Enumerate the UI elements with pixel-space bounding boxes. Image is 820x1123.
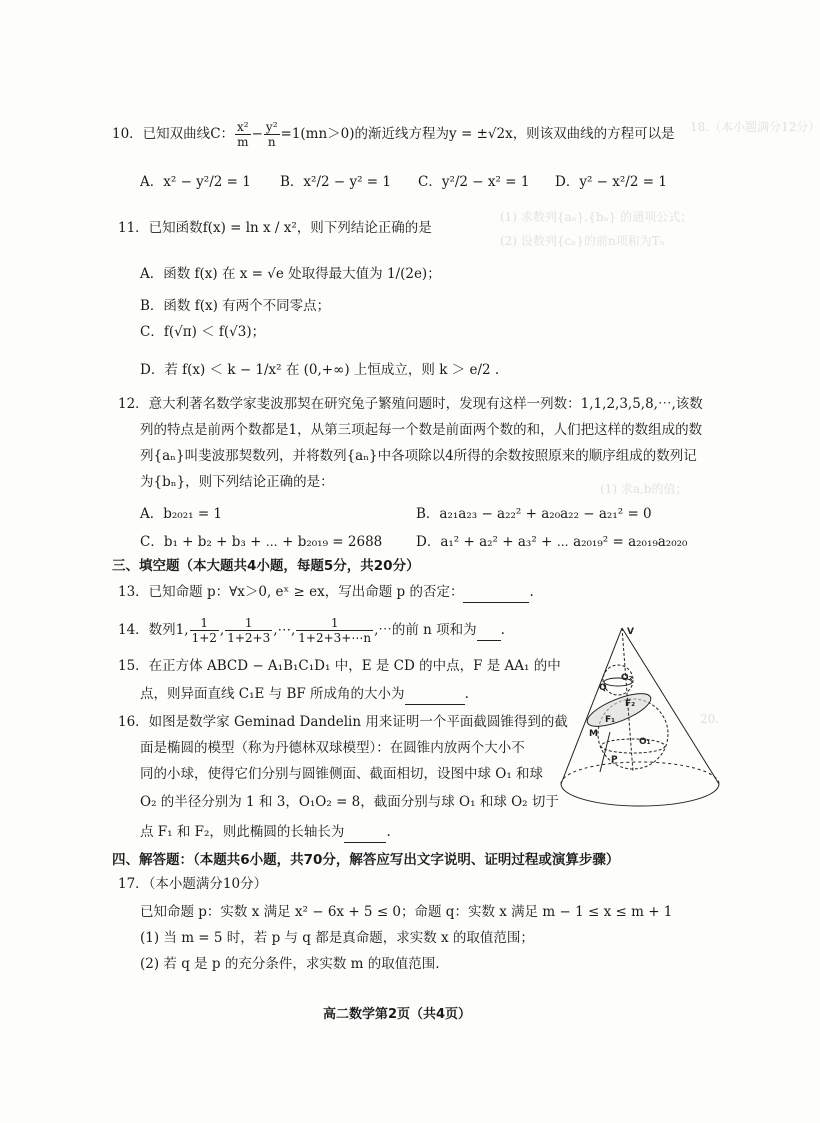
q12-option-a: A．b₂₀₂₁ = 1 (140, 506, 223, 522)
q16-line-2: 面是椭圆的模型（称为丹德林双球模型）：在圆锥内放两个大小不 (140, 740, 525, 756)
label-o1: O₁ (639, 737, 651, 747)
q10-option-a: A．x² − y²/2 = 1 (140, 174, 251, 190)
q11-stem: 11．已知函数f(x) = ln x / x²，则下列结论正确的是 (118, 220, 432, 236)
q16-line-5: 点 F₁ 和 F₂，则此椭圆的长轴长为 . (140, 822, 740, 843)
section-4-heading: 四、解答题：（本题共6小题，共70分，解答应写出文字说明、证明过程或演算步骤） (112, 852, 620, 868)
generator-line (600, 732, 610, 772)
cone-base-back (561, 762, 719, 784)
q17-part-1: (1) 当 m = 5 时，若 p 与 q 都是真命题，求实数 x 的取值范围； (140, 930, 534, 946)
q10-option-c: C．y²/2 − x² = 1 (418, 174, 530, 190)
bleed-through-mark: (2) 设数列{cₙ}的前n项和为Tₙ (500, 234, 665, 248)
label-f1: F₁ (605, 715, 616, 725)
q14-frac-3: $\frac{1}{1+2+3+\cdots n}$ (298, 616, 372, 645)
q10-prefix: 10．已知双曲线 (112, 126, 211, 142)
q12-line-2: 列的特点是前两个数都是1，从第三项起每一个数是前面两个数的和，人们把这样的数组成的数 (140, 422, 703, 438)
q15-line-2: 点，则异面直线 C₁E 与 BF 所成角的大小为 . (140, 684, 740, 705)
q12-option-b: B．a₂₁a₂₃ − a₂₂² + a₂₀a₂₂ − a₂₁² = 0 (416, 506, 652, 522)
q12-line-3: 列{aₙ}叫斐波那契数列，并将数列{aₙ}中各项除以4所得的余数按照原来的顺序组成的数列记 (140, 448, 697, 464)
q10-option-d: D．y² − x²/2 = 1 (555, 174, 667, 190)
q15-answer-blank[interactable] (405, 684, 465, 705)
q11-option-b: B．函数 f(x) 有两个不同零点； (140, 298, 331, 314)
q10-suffix: ，则该双曲线的方程可以是 (512, 126, 675, 142)
q12-option-d: D．a₁² + a₂² + a₃² + ⋯ a₂₀₁₉² = a₂₀₁₉a₂₀₂₀ (416, 534, 688, 550)
q14-frac-1: $\frac{1}{1+2}$ (191, 616, 217, 645)
q10-eq-rhs: =1(mn＞0) (280, 126, 355, 142)
q11-function: f(x) = ln x / x² (202, 220, 297, 236)
q13-answer-blank[interactable] (463, 582, 529, 603)
q10-option-b: B．x²/2 − y² = 1 (280, 174, 392, 190)
q10-middle: 的渐近线方程为 (354, 126, 450, 142)
bleed-through-mark: (1) 求数列{aₙ},{bₙ} 的通项公式； (500, 210, 693, 224)
label-v: V (627, 627, 634, 637)
q12-line-1: 12．意大利著名数学家斐波那契在研究兔子繁殖问题时，发现有这样一列数：1,1,2,3,5,8,⋯,该数 (118, 396, 703, 412)
section-ellipse (583, 687, 654, 733)
label-o2: O₂ (621, 673, 633, 683)
label-f2: F₂ (625, 699, 636, 709)
q16-line-3: 同的小球，使得它们分别与圆锥侧面、截面相切，设图中球 O₁ 和球 (140, 766, 544, 782)
page-footer: 高二数学第2页（共4页） (322, 1007, 472, 1022)
q16-answer-blank[interactable] (344, 822, 386, 843)
q10-stem: 10．已知双曲线C： $\frac{\text{x²}}{m}$ − $\frac{\text{y²}}{n}$ =1(mn＞0)的渐近线方程为y = ±√2x，则该双曲线的方程可以是 (112, 120, 675, 149)
q17-condition: 已知命题 p：实数 x 满足 x² − 6x + 5 ≤ 0；命题 q：实数 x 满足 m − 1 ≤ x ≤ m + 1 (140, 904, 673, 920)
cone-base-front (561, 784, 719, 806)
q10-curve-name: C： (210, 126, 235, 142)
q10-frac-x: $\frac{\text{x²}}{m}$ (237, 120, 249, 149)
label-p: P (611, 755, 618, 765)
q16-line-1: 16．如图是数学家 Geminad Dandelin 用来证明一个平面截圆锥得到的截 (118, 714, 568, 730)
q14-stem: 14．数列1, $\frac{1}{1+2}$ , $\frac{1}{1+2+3}$ ,⋯, $\frac{1}{1+2+3+\cdots n}$ ,⋯的前 n 项和为 . (118, 616, 505, 645)
bleed-through-mark: 20. (700, 712, 720, 726)
tangent-circle-large (601, 739, 665, 753)
q11-option-d: D．若 f(x) ＜ k − 1/x² 在 (0,+∞) 上恒成立，则 k ＞ e/2 . (140, 362, 500, 378)
label-q: Q (599, 683, 607, 693)
q13-stem: 13．已知命题 p：∀x＞0, eˣ ≥ ex，写出命题 p 的否定： . (118, 582, 718, 603)
q11-option-c: C．f(√π) ＜ f(√3)； (140, 324, 266, 340)
q17-title: 17．（本小题满分10分） (118, 876, 268, 892)
q10-frac-y: $\frac{\text{y²}}{n}$ (265, 120, 278, 149)
q17-part-2: (2) 若 q 是 p 的充分条件，求实数 m 的取值范围. (140, 956, 440, 972)
q15-line-1: 15．在正方体 ABCD − A₁B₁C₁D₁ 中，E 是 CD 的中点，F 是 AA₁ 的中 (118, 658, 561, 674)
q10-asymptote: y = ±√2x (449, 126, 513, 142)
dandelin-cone-figure (555, 622, 725, 822)
bleed-through-mark: 18.（本小题满分12分） (690, 120, 820, 134)
bleed-through-mark: (1) 求a,b的值； (600, 482, 688, 496)
label-m: M (589, 729, 598, 739)
q14-frac-2: $\frac{1}{1+2+3}$ (227, 616, 271, 645)
q11-option-a: A．函数 f(x) 在 x = √e 处取得最大值为 1/(2e)； (140, 266, 441, 282)
section-3-heading: 三、填空题（本大题共4小题，每题5分，共20分） (112, 558, 420, 574)
q12-option-c: C．b₁ + b₂ + b₃ + ⋯ + b₂₀₁₉ = 2688 (140, 534, 383, 550)
q12-line-4: 为{bₙ}，则下列结论正确的是： (140, 474, 334, 490)
q14-answer-blank[interactable] (477, 620, 501, 641)
q16-line-4: O₂ 的半径分别为 1 和 3，O₁O₂ = 8，截面分别与球 O₁ 和球 O₂ 切于 (140, 794, 559, 810)
